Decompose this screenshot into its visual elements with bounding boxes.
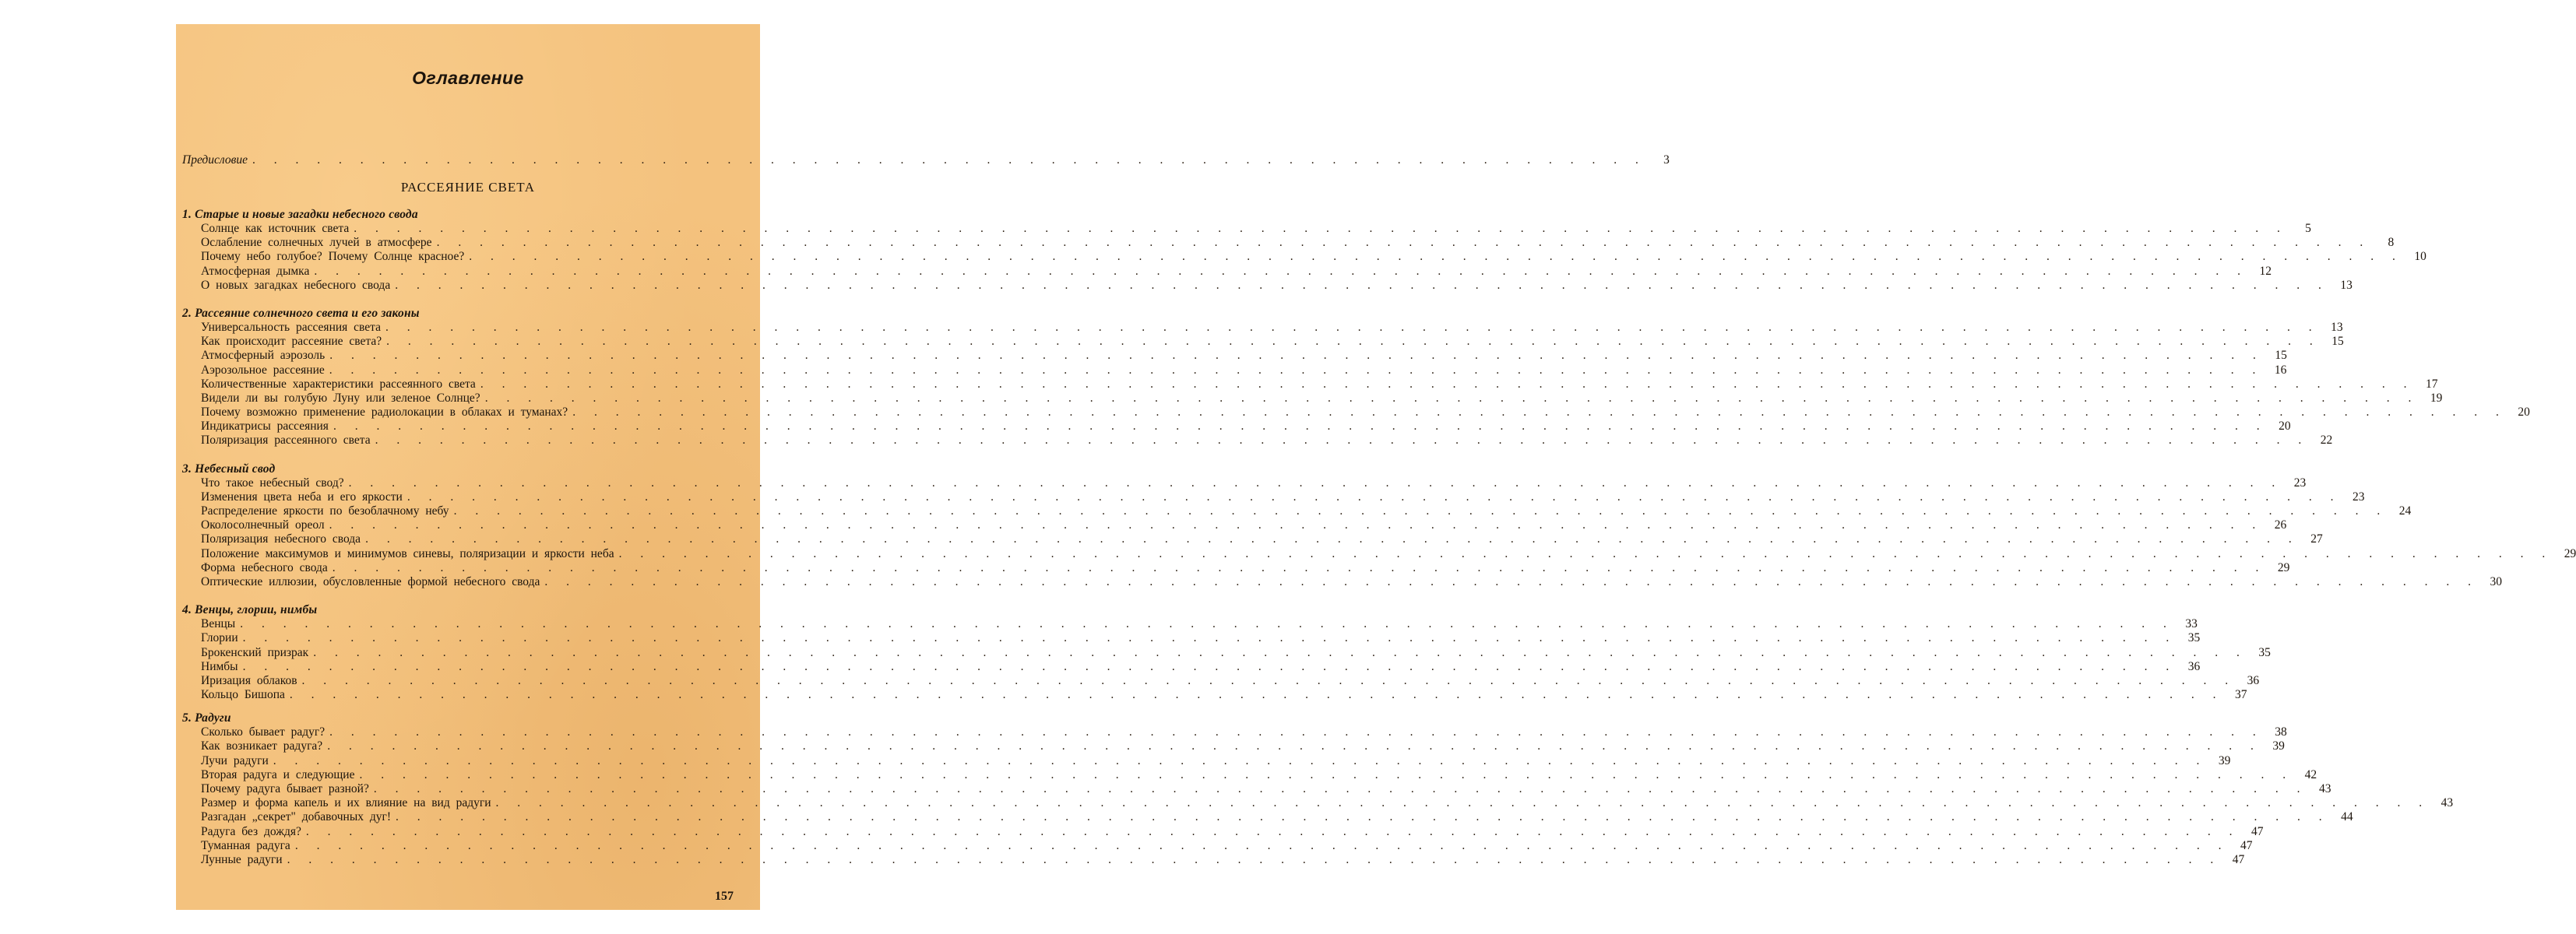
toc-entry bbox=[182, 753, 2231, 768]
part-title: РАССЕЯНИЕ СВЕТА bbox=[400, 180, 536, 195]
toc-entry bbox=[182, 659, 2201, 674]
toc-entry bbox=[182, 767, 2317, 782]
toc-entry bbox=[182, 852, 2245, 867]
leader-dots: . . . . . . . . . . . . . . . . . . . . . . . . . . . . . . . . . . . . . . . . . . . . . . . . . . . . . . . . . . . . . . . . . . . . . . . . . . . . . . . . . . . . . . . . . . bbox=[329, 349, 2264, 363]
entry-page: 47 bbox=[2240, 838, 2253, 852]
entry-page: 20 bbox=[2518, 406, 2530, 420]
toc-entry-preface bbox=[182, 153, 1670, 167]
entry-page: 43 bbox=[2441, 796, 2454, 810]
toc-entry bbox=[182, 391, 2443, 406]
toc-entry bbox=[182, 335, 2344, 349]
leader-dots: . . . . . . . . . . . . . . . . . . . . . . . . . . . . . . . . . . . . . . . . . . . . . . . . . . . . . . . . . . . . . . . . . . . . . . . . . . . . . . . . . . . . . . . . . . bbox=[242, 659, 2177, 673]
entry-page: 37 bbox=[2235, 688, 2247, 702]
entry-page: 39 bbox=[2272, 739, 2285, 753]
entry-title: Распределение яркости по безоблачному небу bbox=[201, 504, 449, 518]
leader-dots: . . . . . . . . . . . . . . . . . . . . . . . . . . . . . . . . . . . . . . . . . . . . . . . . . . . . . . . . . . . . . . . . . . . . . . . . . . . . . . . . . . . . . . . . . . bbox=[332, 560, 2267, 574]
toc-entry bbox=[182, 688, 2247, 702]
entry-title: Поляризация небесного свода bbox=[201, 532, 361, 546]
leader-dots: . . . . . . . . . . . . . . . . . . . . . . . . . . . . . . . . . . . . . . . . . . . . . . . . . . . . . . . . . . . . . . . . . . . . . . . . . . . . . . . . . . . . . . . . . . bbox=[333, 420, 2268, 434]
entry-title: Аэрозольное рассеяние bbox=[201, 363, 325, 377]
chapter-spacer bbox=[182, 702, 737, 711]
entry-page: 17 bbox=[2425, 377, 2438, 391]
page-number: 157 bbox=[715, 890, 734, 903]
toc-entry bbox=[182, 320, 2343, 335]
entry-page: 35 bbox=[2258, 645, 2271, 659]
toc-entry bbox=[182, 782, 2331, 796]
entry-title: Как возникает радуга? bbox=[201, 739, 323, 753]
chapter-spacer bbox=[182, 293, 737, 307]
entry-title: Положение максимумов и минимумов синевы, поляризации и яркости неба bbox=[201, 546, 614, 560]
chapter-title: 5. Радуги bbox=[182, 711, 231, 725]
entry-page: 24 bbox=[2398, 504, 2412, 518]
entry-title: Околосолнечный ореол bbox=[201, 518, 325, 532]
leader-dots: . . . . . . . . . . . . . . . . . . . . . . . . . . . . . . . . . . . . . . . . . . . . . . . . . . . . . . . . . . . . . . . . . . . . . . . . . . . . . . . . . . . . . . . . . . bbox=[386, 335, 2321, 349]
leader-dots: . . . . . . . . . . . . . . . . . . . . . . . . . . . . . . . . . . . . . . . . . . . . . . . . . . . . . . . . . . . . . . . . . . . . . . . . . . . . . . . . . . . . . . . . . . bbox=[495, 796, 2430, 810]
entry-title: Радуга без дождя? bbox=[201, 824, 301, 838]
entry-page: 15 bbox=[2331, 335, 2344, 349]
entry-page: 33 bbox=[2185, 617, 2198, 631]
leader-dots: . . . . . . . . . . . . . . . . . . . . . . . . . . . . . . . . . . . . . . . . . . . . . . . . . . . . . . . . . . . . . . . . . . . . . . . . . . . . . . . . . . . . . . . . . . bbox=[572, 406, 2507, 420]
entry-title: Кольцо Бишопа bbox=[201, 688, 285, 702]
toc-entry bbox=[182, 673, 2260, 688]
entry-title: Почему радуга бывает разной? bbox=[201, 782, 369, 795]
page-heading: Оглавление bbox=[412, 68, 524, 88]
toc-entry bbox=[182, 796, 2454, 810]
entry-title: Туманная радуга bbox=[201, 838, 290, 852]
entry-title: Лучи радуги bbox=[201, 753, 269, 767]
toc-entry bbox=[182, 476, 2307, 490]
leader-dots: . . . . . . . . . . . . . . . . . . . . . . . . . . . . . . . . . . . . . . . . . . . . . . . . . . . . . . . . . . . . . . . . . . . . . . . . . . . . . . . . . . . . . . . . . . bbox=[365, 532, 2300, 546]
toc-entry bbox=[182, 645, 2271, 660]
toc-entry bbox=[182, 490, 2365, 504]
chapter-spacer bbox=[182, 448, 737, 462]
entry-title: О новых загадках небесного свода bbox=[201, 278, 391, 292]
chapter-spacer bbox=[182, 589, 737, 603]
entry-title: Атмосферный аэрозоль bbox=[201, 349, 326, 363]
entry-title: Венцы bbox=[201, 617, 236, 631]
entry-page: 5 bbox=[2305, 222, 2311, 235]
entry-title: Оптические иллюзии, обусловленные формой небесного свода bbox=[201, 574, 540, 588]
entry-page: 13 bbox=[2340, 278, 2353, 292]
leader-dots: . . . . . . . . . . . . . . . . . . . . . . . . . . . . . . . . . . . . . . . . . . . . . . . . . . . . . . . . . . . . . . . . . . . . . . . . . . . . . . . . . . . . . . . . . . bbox=[314, 264, 2248, 278]
entry-title: Почему небо голубое? Почему Солнце красное? bbox=[201, 250, 465, 264]
entry-title: Лунные радуги bbox=[201, 852, 283, 866]
toc-entry bbox=[182, 810, 2353, 824]
leader-dots: . . . . . . . . . . . . . . . . . . . . . . . . . . . . . . . . . . . . . . . . . . . . . . . . . . . . . . . . . . . . . . . . . . . . . . . . . . . . . . . . . . . . . . . . . . bbox=[287, 852, 2222, 866]
entry-page: 16 bbox=[2274, 363, 2287, 377]
toc-entry bbox=[182, 739, 2285, 753]
toc-entry bbox=[182, 264, 2272, 279]
toc-entry bbox=[182, 363, 2287, 377]
leader-dots: . . . . . . . . . . . . . . . . . . . . . . . . . . . . . . . . . . . . . . . . . . . . . . . . . . . . . . . . . . . . . . . . . . . . . . . . . . . . . . . . . . . . . . . . . . bbox=[396, 810, 2330, 824]
entry-page: 27 bbox=[2310, 532, 2323, 546]
entry-title: Солнце как источник света bbox=[201, 222, 350, 235]
toc-entry bbox=[182, 349, 2287, 363]
entry-title: Глории bbox=[201, 631, 238, 645]
entry-page: 39 bbox=[2218, 753, 2231, 767]
leader-dots: . . . . . . . . . . . . . . . . . . . . . . . . . . . . . . . . . . . . . . . . . . . . . . . . . . . . . . . . . . . . . . . . . . . . . . . . . . . . . . . . . . . . . . . . . . bbox=[354, 222, 2288, 235]
leader-dots: . . . . . . . . . . . . . . . . . . . . . . . . . . . . . . . . . . . . . . . . . . . . . . . . . . . . . . . . . . . . . . . . . . . . . . . . . . . . . . . . . . . . . . . . . . bbox=[453, 504, 2388, 518]
toc-entry bbox=[182, 377, 2438, 392]
leader-dots: . . . . . . . . . . . . . . . . . . . . . . . . . . . . . . . . . . . . . . . . . . . . . . . . . . . . . . . . . . . . . . . . . . . . . . . . . . . . . . . . . . . . . . . . . . bbox=[385, 320, 2320, 334]
leader-dots: . . . . . . . . . . . . . . . . . . . . . . . . . . . . . . . . . . . . . . . . . . . . . . . . . . . . . . . . . . . . . . . . . . . . . . . . . . . . . . . . . . . . . . . . . . bbox=[436, 236, 2371, 250]
leader-dots: . . . . . . . . . . . . . . . . . . . . . . . . . . . . . . . . . . . . . . . . . . . . . . . . . . . . . . . . . . . . . . . . . . . . . . . . . . . . . . . . . . . . . . . . . . bbox=[480, 377, 2415, 391]
entry-title: Ослабление солнечных лучей в атмосфере bbox=[201, 236, 432, 250]
entry-title: Предисловие bbox=[182, 153, 248, 167]
toc-entry bbox=[182, 631, 2201, 645]
toc-entry bbox=[182, 236, 2395, 250]
toc-entry bbox=[182, 504, 2412, 518]
entry-title: Как происходит рассеяние света? bbox=[201, 335, 382, 349]
entry-page: 36 bbox=[2247, 673, 2260, 687]
entry-page: 12 bbox=[2259, 264, 2272, 278]
entry-page: 30 bbox=[2490, 574, 2502, 588]
entry-page: 26 bbox=[2274, 518, 2287, 532]
entry-page: 19 bbox=[2430, 391, 2443, 405]
entry-page: 35 bbox=[2187, 631, 2201, 645]
toc-entry bbox=[182, 838, 2253, 853]
leader-dots: . . . . . . . . . . . . . . . . . . . . . . . . . . . . . . . . . . . . . . . . . . . . . . . . . . . . . . . . . . . . . . . . . . . . . . . . . . . . . . . . . . . . . . . . . . bbox=[327, 739, 2261, 753]
entry-page: 29 bbox=[2277, 560, 2290, 574]
entry-title: Размер и форма капель и их влияние на вид радуги bbox=[201, 796, 491, 810]
leader-dots: . . . . . . . . . . . . . . . . . . . . . . . . . . . . . . . . . . . . . . . . . . . . . . . . . . . . . . . . . . . . . . . . . . . . . . . . . . . . . . . . . . . . . . . . . . bbox=[294, 838, 2229, 852]
entry-page: 38 bbox=[2275, 725, 2287, 739]
entry-title: Поляризация рассеянного света bbox=[201, 434, 371, 448]
entry-page: 29 bbox=[2564, 546, 2576, 560]
entry-title: Сколько бывает радуг? bbox=[201, 725, 326, 739]
toc-entry bbox=[182, 434, 2333, 448]
leader-dots: . . . . . . . . . . . . . . . . . . . . . . . . . . . . . . . . . . . . . . . . . . . . . . . . . . . . . . . . . . . . . . . . . . . . . . . . . . . . . . . . . . . . . . . . . . bbox=[373, 782, 2308, 795]
entry-page: 3 bbox=[1663, 153, 1670, 167]
leader-dots: . . . . . . . . . . . . . . . . . . . . . . . . . . . . . . . . . . . . . . . . . . . . . . . . . . . . . . . . . . . . . . . . . . . . . . . . . . . . . . . . . . . . . . . . . . bbox=[544, 574, 2479, 588]
toc-entry bbox=[182, 518, 2287, 532]
entry-title: Универсальность рассеяния света bbox=[201, 320, 381, 334]
toc-entry bbox=[182, 546, 2576, 561]
entry-title: Вторая радуга и следующие bbox=[201, 767, 355, 781]
entry-title: Видели ли вы голубую Луну или зеленое Солнце? bbox=[201, 391, 480, 405]
entry-page: 47 bbox=[2232, 852, 2245, 866]
toc-entry bbox=[182, 824, 2264, 839]
entry-page: 23 bbox=[2293, 476, 2307, 490]
leader-dots: . . . . . . . . . . . . . . . . . . . . . . . . . . . . . . . . . . . . . . . . . . . . . . . . . . . . . . . . . . . . . . . . . . . . . . . . . . . . . . . . . . . . . . . . . . bbox=[305, 824, 2240, 838]
entry-title: Нимбы bbox=[201, 659, 238, 673]
leader-dots: . . . . . . . . . . . . . . . . . . . . . . . . . . . . . . . . . . . . . . . . . . . . . . . . . . . . . . . . . . . . . . . . . . . . . . . . . . . . . . . . . . . . . . . . . . bbox=[618, 546, 2553, 560]
toc-entry bbox=[182, 406, 2530, 420]
book-page bbox=[176, 24, 2576, 910]
leader-dots: . . . . . . . . . . . . . . . . . . . . . . . . . . . . . . . . . . . . . . . . . . . . . . . . . . . . . . . . . . . . . . . . . . . . . . . . . . . . . . . . . . . . . . . . . . bbox=[313, 645, 2247, 659]
chapter-title: 1. Старые и новые загадки небесного свода bbox=[182, 208, 418, 221]
leader-dots: . . . . . . . . . . . . . . . . . . . . . . . . . . . . . . . . . . . . . . . . . . . . . . . . . . . . . . . . . . . . . . . . . . . . . . . . . . . . . . . . . . . . . . . . . . bbox=[375, 434, 2310, 448]
leader-dots: . . . . . . . . . . . . . . . . . . . . . . . . . . . . . . . . . . . . . . . . . . . . . . . . . . . . . . . . . . . . . . . . . . . . . . . . . . . . . . . . . . . . . . . . . . bbox=[329, 518, 2264, 532]
toc-entry bbox=[182, 560, 2290, 575]
leader-dots: . . . . . . . . . . . . . . . . . . . . . . . . . . . . . . . . . . . . . . . . . . . . . . . . . . . . . . . . . . . . . . . . . . . . . . . . . . . . . . . . . . . . . . . . . . bbox=[273, 753, 2208, 767]
entry-title: Изменения цвета неба и его яркости bbox=[201, 490, 403, 504]
leader-dots: . . . . . . . . . . . . . . . . . . . . . . . . . . . . . . . . . . . . . . . . . . . . . . . . . . . . . . . . . . . . . . . . . . . . . . . . . . . . . . . . . . . . . . . . . . bbox=[329, 725, 2264, 739]
entry-title: Разгадан „секрет" добавочных дуг! bbox=[201, 810, 392, 824]
entry-title: Брокенский призрак bbox=[201, 645, 309, 659]
entry-page: 42 bbox=[2304, 767, 2317, 781]
leader-dots: . . . . . . . . . . . . . . . . . . . . . . . . . . . . . . . . . . . . . . . . . . . . . . . . . . . . . . . . . . . . . . . . . . . . . . . . . . . . . . . . . . . . . . . . . . bbox=[359, 767, 2294, 781]
entry-title: Индикатрисы рассеяния bbox=[201, 420, 329, 434]
leader-dots: . . . . . . . . . . . . . . . . . . . . . . . . . . . . . . . . . . . . . . . . . . . . . . . . . . . . . . . . . . . . . . . . . . . . . . . . . . . . . . . . . . . . . . . . . . bbox=[289, 688, 2224, 702]
entry-page: 43 bbox=[2318, 782, 2331, 795]
toc-entry bbox=[182, 250, 2426, 264]
leader-dots: . . . . . . . . . . . . . . . . . . . . . . . . . . . . . . . . . . . . . . . . . . . . . . . . . . . . . . . . . . . . . . . . . bbox=[252, 153, 1646, 167]
entry-page: 8 bbox=[2388, 236, 2395, 250]
entry-page: 20 bbox=[2279, 420, 2291, 434]
toc-entry bbox=[182, 532, 2323, 546]
entry-page: 22 bbox=[2320, 434, 2333, 448]
leader-dots: . . . . . . . . . . . . . . . . . . . . . . . . . . . . . . . . . . . . . . . . . . . . . . . . . . . . . . . . . . . . . . . . . . . . . . . . . . . . . . . . . . . . . . . . . . bbox=[329, 363, 2264, 377]
entry-page: 47 bbox=[2250, 824, 2264, 838]
leader-dots: . . . . . . . . . . . . . . . . . . . . . . . . . . . . . . . . . . . . . . . . . . . . . . . . . . . . . . . . . . . . . . . . . . . . . . . . . . . . . . . . . . . . . . . . . . bbox=[242, 631, 2177, 645]
leader-dots: . . . . . . . . . . . . . . . . . . . . . . . . . . . . . . . . . . . . . . . . . . . . . . . . . . . . . . . . . . . . . . . . . . . . . . . . . . . . . . . . . . . . . . . . . . bbox=[240, 617, 2174, 631]
entry-title: Количественные характеристики рассеянного света bbox=[201, 377, 476, 391]
entry-page: 23 bbox=[2352, 490, 2365, 504]
leader-dots: . . . . . . . . . . . . . . . . . . . . . . . . . . . . . . . . . . . . . . . . . . . . . . . . . . . . . . . . . . . . . . . . . . . . . . . . . . . . . . . . . . . . . . . . . . bbox=[395, 278, 2329, 292]
leader-dots: . . . . . . . . . . . . . . . . . . . . . . . . . . . . . . . . . . . . . . . . . . . . . . . . . . . . . . . . . . . . . . . . . . . . . . . . . . . . . . . . . . . . . . . . . . bbox=[406, 490, 2342, 504]
toc-entry bbox=[182, 574, 2502, 589]
entry-title: Иризация облаков bbox=[201, 673, 297, 687]
leader-dots: . . . . . . . . . . . . . . . . . . . . . . . . . . . . . . . . . . . . . . . . . . . . . . . . . . . . . . . . . . . . . . . . . . . . . . . . . . . . . . . . . . . . . . . . . . bbox=[484, 391, 2419, 405]
entry-title: Форма небесного свода bbox=[201, 560, 328, 574]
table-of-contents bbox=[182, 208, 2576, 867]
entry-page: 44 bbox=[2341, 810, 2353, 824]
toc-entry bbox=[182, 222, 2311, 236]
leader-dots: . . . . . . . . . . . . . . . . . . . . . . . . . . . . . . . . . . . . . . . . . . . . . . . . . . . . . . . . . . . . . . . . . . . . . . . . . . . . . . . . . . . . . . . . . . bbox=[469, 250, 2403, 264]
toc-entry bbox=[182, 617, 2198, 631]
toc-entry bbox=[182, 278, 2353, 293]
toc-entry bbox=[182, 420, 2291, 434]
chapter-title: 3. Небесный свод bbox=[182, 462, 276, 476]
entry-title: Что такое небесный свод? bbox=[201, 476, 344, 490]
chapter-title: 4. Венцы, глории, нимбы bbox=[182, 603, 318, 617]
entry-title: Почему возможно применение радиолокации в облаках и туманах? bbox=[201, 406, 568, 420]
entry-title: Атмосферная дымка bbox=[201, 264, 310, 278]
chapter-title: 2. Рассеяние солнечного света и его законы bbox=[182, 306, 420, 320]
entry-page: 10 bbox=[2414, 250, 2426, 264]
entry-page: 36 bbox=[2187, 659, 2201, 673]
leader-dots: . . . . . . . . . . . . . . . . . . . . . . . . . . . . . . . . . . . . . . . . . . . . . . . . . . . . . . . . . . . . . . . . . . . . . . . . . . . . . . . . . . . . . . . . . . bbox=[348, 476, 2283, 490]
entry-page: 13 bbox=[2331, 320, 2343, 334]
leader-dots: . . . . . . . . . . . . . . . . . . . . . . . . . . . . . . . . . . . . . . . . . . . . . . . . . . . . . . . . . . . . . . . . . . . . . . . . . . . . . . . . . . . . . . . . . . bbox=[301, 673, 2236, 687]
toc-entry bbox=[182, 725, 2287, 739]
entry-page: 15 bbox=[2275, 349, 2287, 363]
